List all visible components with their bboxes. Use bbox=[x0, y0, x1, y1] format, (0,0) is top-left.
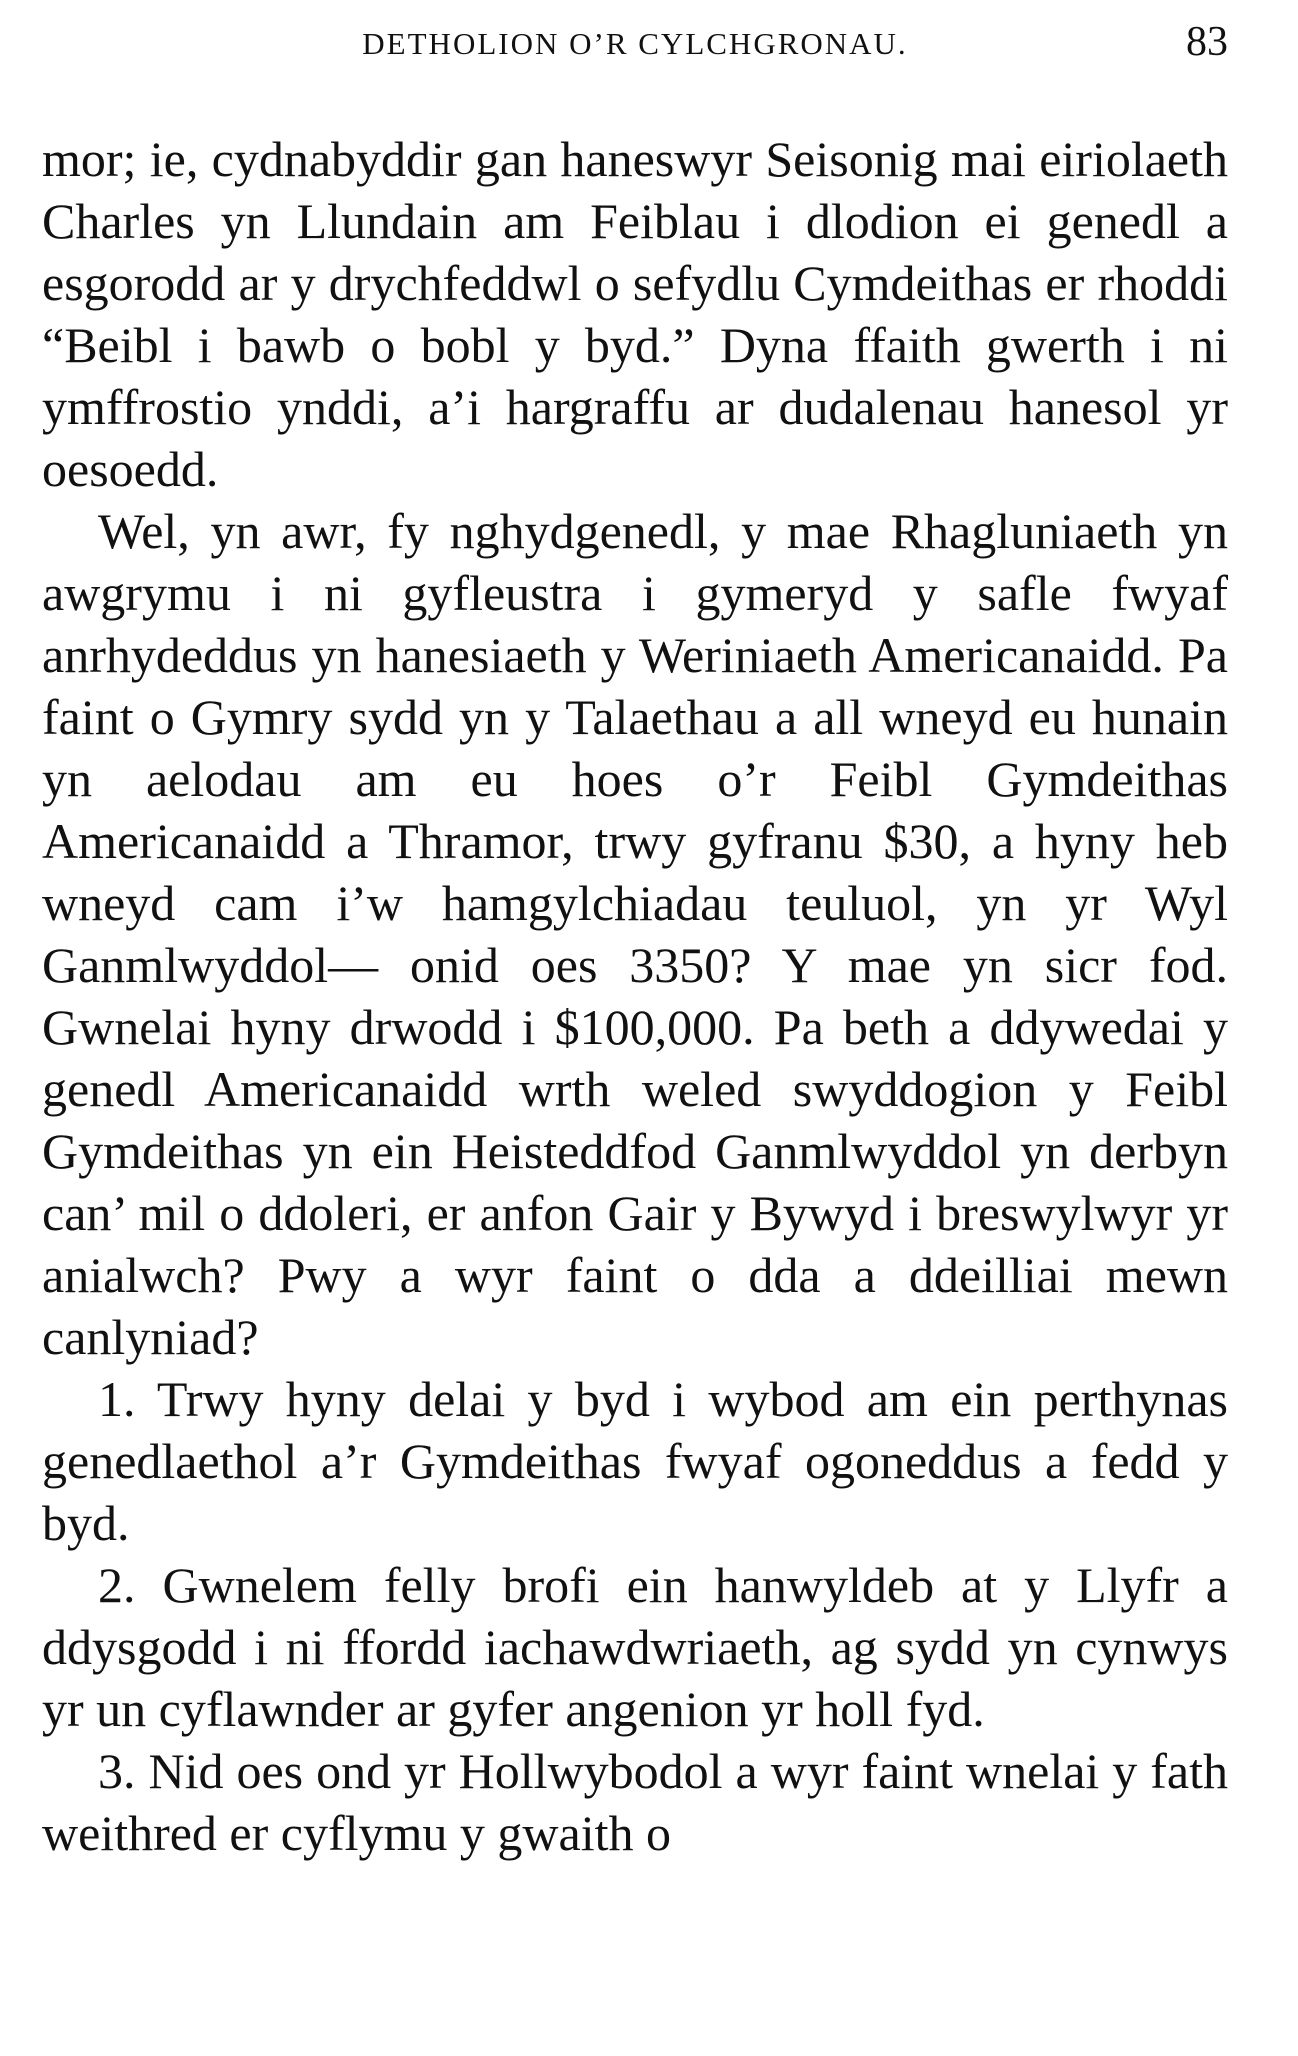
page-header bbox=[42, 18, 1228, 80]
paragraph-continuation: mor; ie, cydnabyddir gan haneswyr Seisonig mai eiriolaeth Charles yn Llundain am Feiblau i dlodion ei genedl a esgorodd ar y drychfeddwl o sefydlu Cymdeithas er rhoddi “Beibl i bawb o bobl y byd.” Dyna ffaith gwerth i ni ymffrostio ynddi, a’i hargraffu ar dudalenau hanesol yr oesoedd. bbox=[42, 131, 1228, 497]
page-number: 83 bbox=[1186, 19, 1228, 65]
running-head: DETHOLION O’R CYLCHGRONAU. bbox=[362, 26, 908, 61]
paragraph-point-1: 1. Trwy hyny delai y byd i wybod am ein perthynas genedlaethol a’r Gymdeithas fwyaf ogoneddus a fedd y byd. bbox=[42, 1371, 1228, 1551]
book-page bbox=[42, 18, 1228, 1864]
paragraph-providence: Wel, yn awr, fy nghydgenedl, y mae Rhagluniaeth yn awgrymu i ni gyfleustra i gymeryd y safle fwyaf anrhydeddus yn hanesiaeth y Weriniaeth Americanaidd. Pa faint o Gymry sydd yn y Talaethau a all wneyd eu hunain yn aelodau am eu hoes o’r Feibl Gymdeithas Americanaidd a Thramor, trwy gyfranu $30, a hyny heb wneyd cam i’w hamgylchiadau teuluol, yn yr Wyl Ganmlwyddol— onid oes 3350? Y mae yn sicr fod. Gwnelai hyny drwodd i $100,000. Pa beth a ddywedai y genedl Americanaidd wrth weled swyddogion y Feibl Gymdeithas yn ein Heisteddfod Ganmlwyddol yn derbyn can’ mil o ddoleri, er anfon Gair y Bywyd i breswylwyr yr anialwch? Pwy a wyr faint o dda a ddeilliai mewn canlyniad? bbox=[42, 503, 1228, 1365]
paragraph-point-3: 3. Nid oes ond yr Hollwybodol a wyr faint wnelai y fath weithred er cyflymu y gwaith o bbox=[42, 1743, 1228, 1861]
body-text bbox=[42, 128, 1228, 1864]
paragraph-point-2: 2. Gwnelem felly brofi ein hanwyldeb at y Llyfr a ddysgodd i ni ffordd iachawdwriaeth, ag sydd yn cynwys yr un cyflawnder ar gyfer angenion yr holl fyd. bbox=[42, 1557, 1228, 1737]
